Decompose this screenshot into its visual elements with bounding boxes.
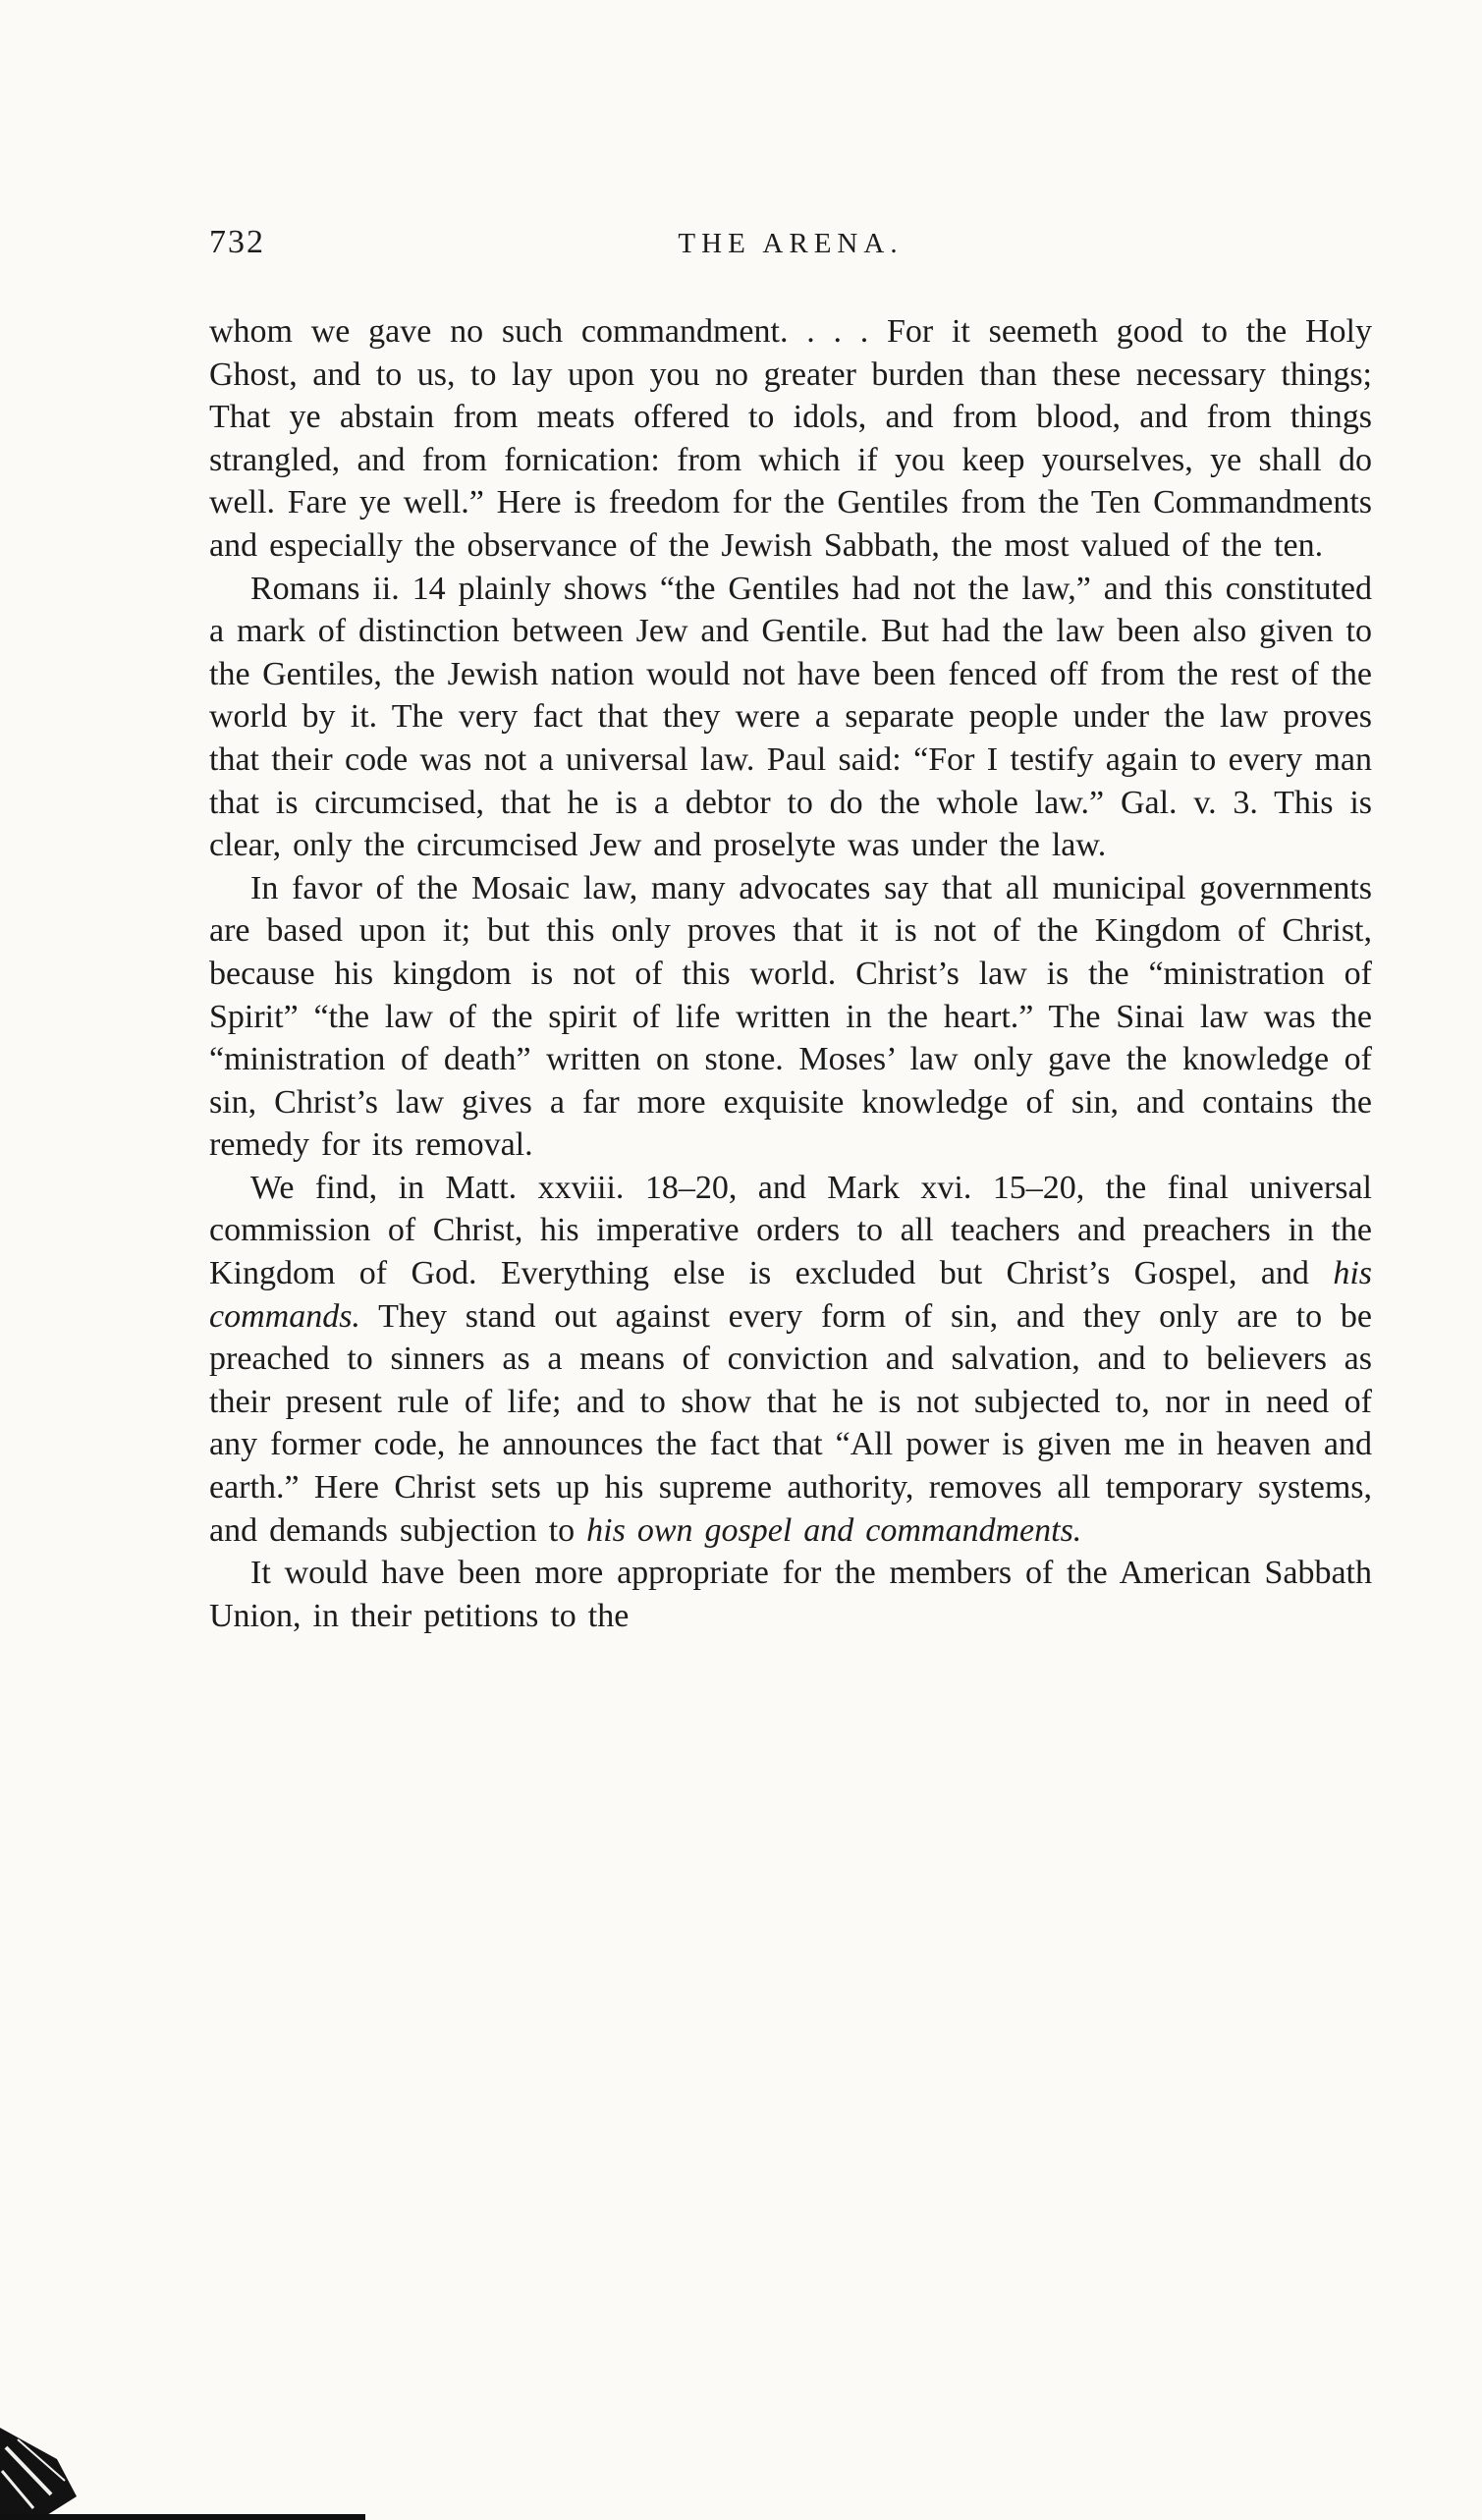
text-run: They stand out against every form of sin, and they only are to be preached to sinners as a means of conviction and salvation, and to believers as their present rule of life; and to show that he is not subjected to, nor in need of any former code, he announces the fact that “All power is given me in heaven and earth.” Here Christ sets up his supreme authority, removes all temporary systems, and demands subjection to (209, 1297, 1372, 1549)
text-run: We find, in Matt. xxviii. 18–20, and Mark xvi. 15–20, the final universal commission of Christ, his imperative orders to all teachers and preachers in the Kingdom of God. Everything else is excluded but Christ’s Gospel, and (209, 1169, 1372, 1292)
page-number: 732 (209, 224, 265, 260)
italic-phrase: his own gospel and commandments. (586, 1511, 1082, 1549)
text-block (209, 310, 1372, 1637)
scan-corner-artifact (0, 2410, 94, 2520)
paragraph-1: whom we gave no such commandment. . . . For it seemeth good to the Holy Ghost, and to us, to lay upon you no greater burden than these necessary things; That ye abstain from meats offered to idols, and from blood, and from things strangled, and from fornication: from which if you keep yourselves, ye shall do well. Fare ye well.” Here is freedom for the Gentiles from the Ten Commandments and especially the observance of the Jewish Sabbath, the most valued of the ten. (209, 313, 1372, 564)
scan-edge-artifact (0, 2514, 365, 2520)
italic-phrase: his commands. (209, 1255, 1372, 1335)
paragraph-4 (209, 1167, 1372, 1552)
paragraph-2: Romans ii. 14 plainly shows “the Gentiles had not the law,” and this constituted a mark of distinction between Jew and Gentile. But had the law been also given to the Gentiles, the Jewish nation would not have been fenced off from the rest of the world by it. The very fact that they were a separate people under the law proves that their code was not a universal law. Paul said: “For I testify again to every man that is circumcised, that he is a debtor to do the whole law.” Gal. v. 3. This is clear, only the circumcised Jew and proselyte was under the law. (209, 570, 1372, 864)
running-title: THE ARENA. (678, 228, 904, 259)
paragraph-5: It would have been more appropriate for the members of the American Sabbath Union, in their petitions to the (209, 1555, 1372, 1634)
paragraph-3: In favor of the Mosaic law, many advocates say that all municipal governments are based upon it; but this only proves that it is not of the Kingdom of Christ, because his kingdom is not of this world. Christ’s law is the “ministration of Spirit” “the law of the spirit of life written in the heart.” The Sinai law was the “ministration of death” written on stone. Moses’ law only gave the knowledge of sin, Christ’s law gives a far more exquisite knowledge of sin, and contains the remedy for its removal. (209, 869, 1372, 1164)
page-header (209, 222, 1372, 267)
page-content (209, 222, 1372, 1637)
